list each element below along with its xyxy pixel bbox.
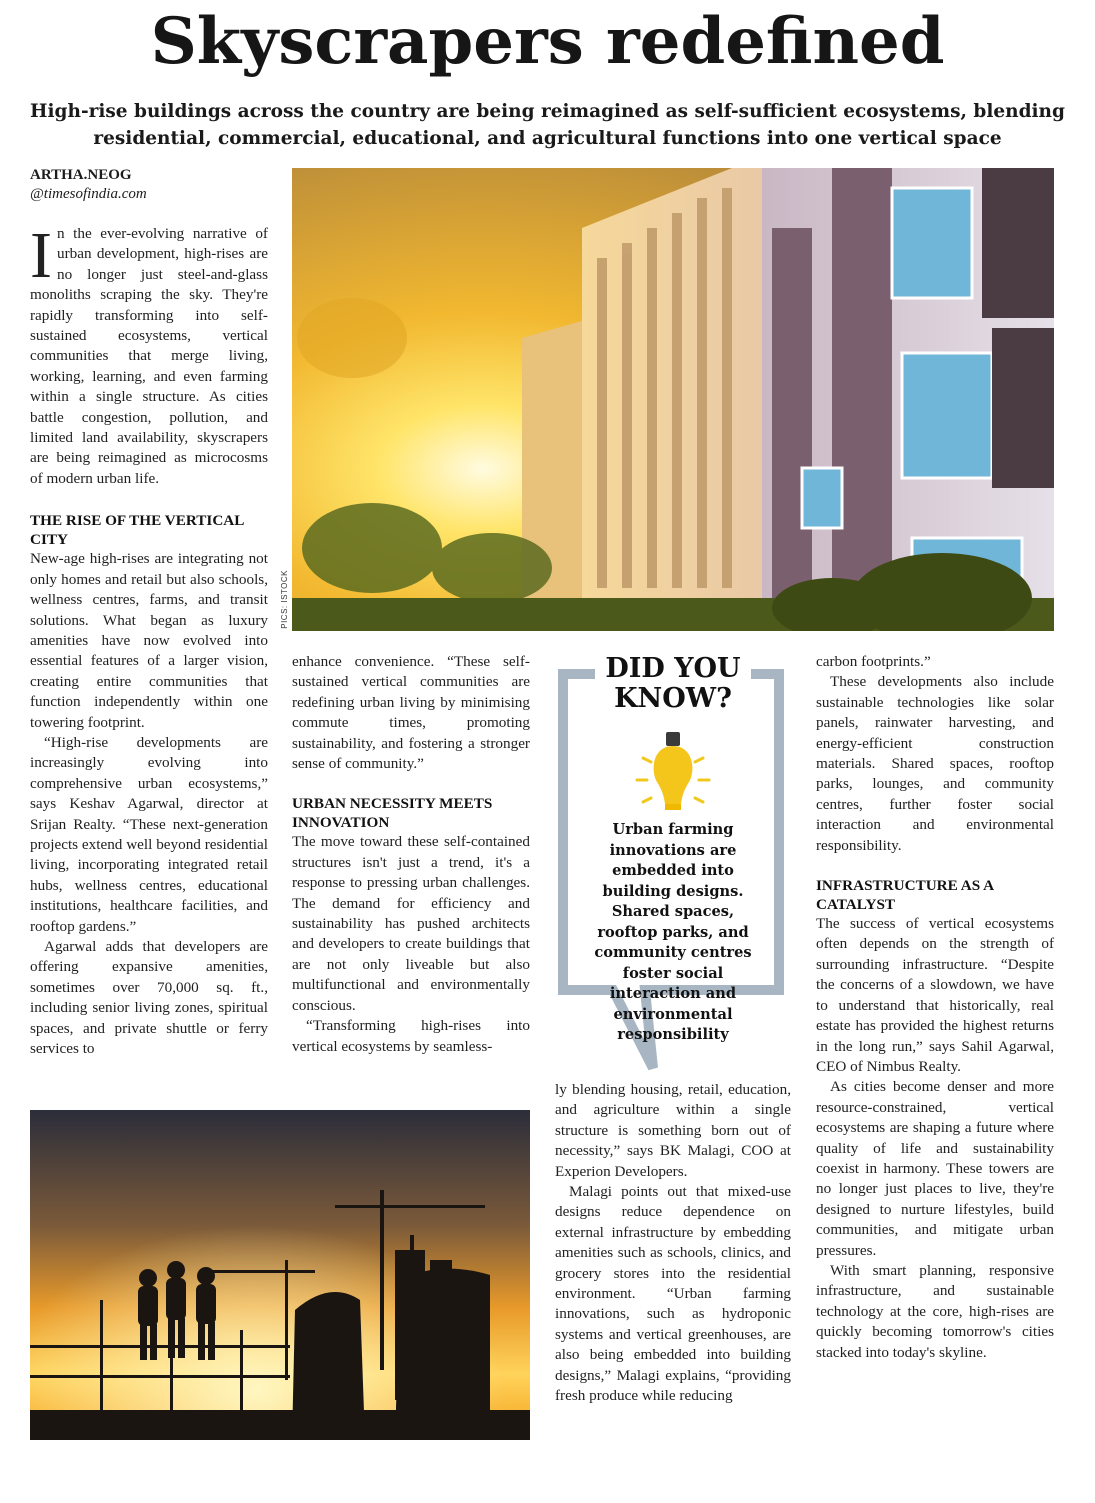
col4-paragraph-2: These developments also include sustainable technologies like solar panels, rainwater harvesting, and energy-efficient construction materials. Shared spaces, rooftop parks, lounges, and community centres, further foster social interaction and environmental responsibility. [816, 673, 1054, 854]
col2-paragraph-2: The move toward these self-contained structures isn't just a trend, it's a response to pressing urban challenges. The demand for efficiency and sustainability has pushed architects and developers to create buildings that are not only liveable but also multifunctional and environmentally conscious. [292, 833, 530, 1014]
col4-paragraph-1: carbon footprints.” [816, 653, 931, 670]
byline [30, 166, 147, 204]
section-heading-urban-necessity: URBAN NECESSITY MEETS INNOVATION [292, 795, 493, 832]
intro-paragraph [30, 219, 268, 489]
lightbulb-icon [623, 728, 723, 828]
col1-paragraph-2: “High-rise developments are increasingly evolving into comprehensive urban ecosystems,” says Keshav Agarwal, director at Srijan Realty. “These next-generation projects extend well beyond residential living, incorporating integrated retail hubs, wellness centres, educational institutions, healthcare facilities, and rooftop gardens.” [30, 733, 268, 935]
col2-paragraph-1: enhance convenience. “These self-sustained vertical communities are redefining urban living by minimising commute times, promoting sustainability, and fostering a stronger sense of community.” [292, 653, 530, 773]
col2-paragraph-3: “Transforming high-rises into vertical ecosystems by seamless- [292, 1017, 530, 1055]
section-heading-vertical-city: THE RISE OF THE VERTICAL CITY [30, 512, 244, 549]
column-4 [816, 652, 1054, 1363]
section-heading-infrastructure: INFRASTRUCTURE AS A CATALYST [816, 877, 994, 914]
buildings-photo [292, 168, 1054, 631]
dropcap: I [30, 219, 52, 292]
did-you-know-text: Urban farming innovations are embedded into building designs. Shared spaces, rooftop parks, and community centres foster social interaction and environmental responsibility [594, 821, 752, 1043]
byline-email: @timesofindia.com [30, 186, 147, 202]
deck: High-rise buildings across the country are being reimagined as self-sufficient ecosystems, blending residential, commercial, educational, and agricultural functions into one vertical space [30, 101, 1065, 149]
col4-paragraph-4: As cities become denser and more resource-constrained, vertical ecosystems are shaping a future where quality of life and sustainability coexist in harmony. These towers are no longer just places to live, they're designed to nurture lifestyles, build communities, and mitigate urban pressures. [816, 1078, 1054, 1259]
column-3 [555, 1080, 791, 1407]
col3-paragraph-1: ly blending housing, retail, education, and agriculture within a single structure is something born out of necessity,” says BK Malagi, COO at Experion Developers. [555, 1081, 791, 1180]
did-you-know-box [553, 648, 793, 1078]
headline: Skyscrapers redefined [150, 4, 945, 79]
byline-name: ARTHA.NEOG [30, 167, 132, 183]
photo-credit: PICS: ISTOCK [280, 570, 289, 629]
construction-illustration [30, 1110, 530, 1440]
col3-paragraph-2: Malagi points out that mixed-use designs reduce dependence on external infrastructure by embedding amenities such as schools, clinics, and grocery stores into the residential environment. “Urban farming innovations, such as hydroponic systems and vertical greenhouses, are also being embedded into building designs,” Malagi explains, “providing fresh produce while reducing [555, 1183, 791, 1405]
buildings-illustration [292, 168, 1054, 631]
intro-text: n the ever-evolving narrative of urban development, high-rises are no longer just steel-and-glass monoliths scraping the sky. They're rapidly transforming into self-sustained ecosystems, vertical communities that merge living, working, learning, and even farming within a single structure. As cities battle congestion, pollution, and limited land availability, skyscrapers are being reimagined as microcosms of modern urban life. [30, 225, 268, 487]
col1-paragraph-1: New-age high-rises are integrating not only homes and retail but also schools, wellness centres, farms, and transit solutions. What began as luxury amenities have now evolved into essential features of a larger vision, creating entire communities that function independently within one towering footprint. [30, 550, 268, 731]
col4-paragraph-5: With smart planning, responsive infrastructure, and sustainable technology at the core, high-rises are quickly becoming tomorrow's cities stacked into today's skyline. [816, 1261, 1054, 1361]
did-you-know-title: DID YOU KNOW? [605, 653, 741, 714]
construction-photo [30, 1110, 530, 1440]
col4-paragraph-3: The success of vertical ecosystems often depends on the strength of surrounding infrastructure. “Despite the concerns of a slowdown, we have to understand that historically, real estate has provided the highest returns in the long run,” says Sahil Agarwal, CEO of Nimbus Realty. [816, 915, 1054, 1075]
col1-paragraph-3: Agarwal adds that developers are offering expansive amenities, sometimes over 70,000 sq. ft., including senior living zones, spiritual spaces, and private shuttle or ferry services to [30, 938, 268, 1058]
column-2 [292, 652, 530, 1057]
column-1 [30, 219, 268, 1059]
